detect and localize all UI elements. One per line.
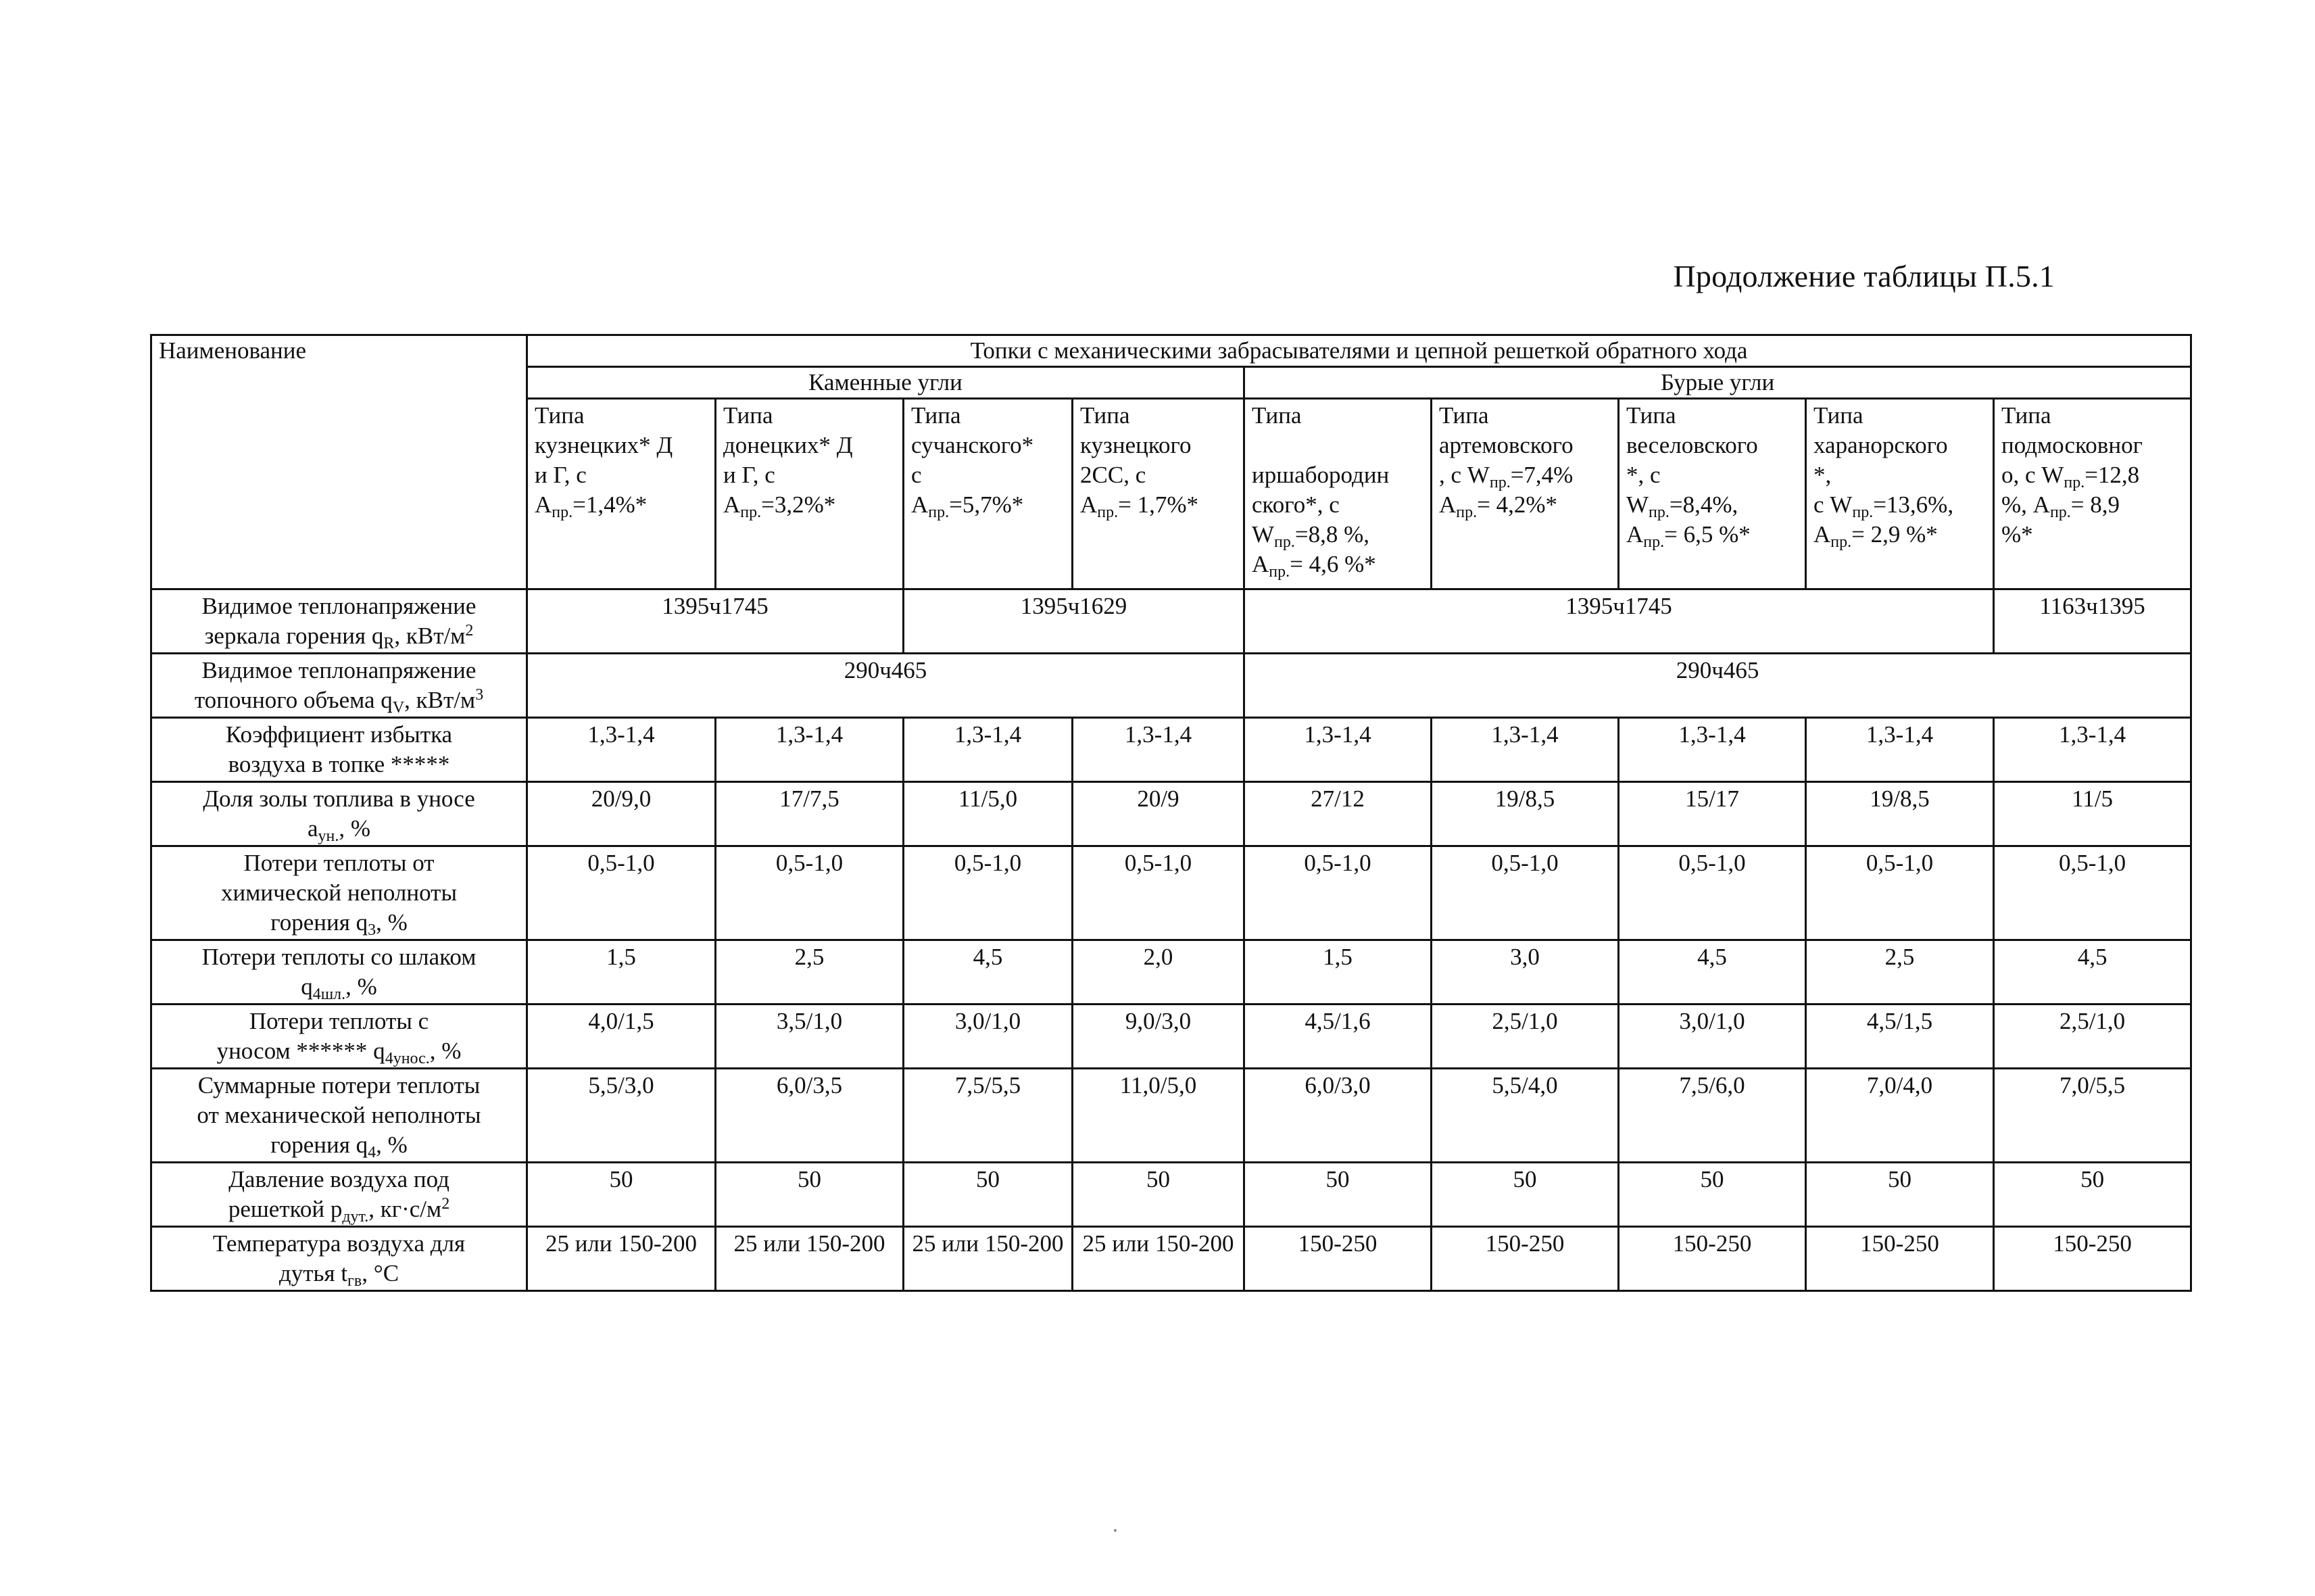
header-brown-coal: Бурые угли (1244, 367, 2191, 399)
fuel-type-cell: Типа сучанского* с $A_{пр.}=5,7\%*$ (904, 399, 1073, 589)
table-cell: 11/5 (1994, 782, 2191, 846)
table-cell: 1395ч1745 (1244, 589, 1994, 654)
table-cell: 3,5/1,0 (716, 1005, 904, 1069)
table-cell: 3,0/1,0 (904, 1005, 1073, 1069)
row-name: Давление воздуха под решеткой $p_{дут.}$, $кг\cdot с/м^2$ (151, 1163, 527, 1227)
table-row (151, 782, 2191, 846)
table-cell: 20/9,0 (527, 782, 716, 846)
table-cell: 25 или 150-200 (904, 1227, 1073, 1291)
fuel-type-cell: Типа артемовского , с $W_{пр.}=7,4\%$ $A_{пр.}= 4,2\%*$ (1432, 399, 1619, 589)
table-cell: 50 (1619, 1163, 1806, 1227)
table-cell: 1,5 (1244, 940, 1432, 1005)
table-cell: 50 (527, 1163, 716, 1227)
table-cell: 1,3-1,4 (1432, 718, 1619, 782)
table-cell: 4,5/1,5 (1806, 1005, 1994, 1069)
table-cell: 1,3-1,4 (1806, 718, 1994, 782)
table-cell: 4,0/1,5 (527, 1005, 716, 1069)
table-cell: 1,3-1,4 (904, 718, 1073, 782)
table-cell: 1395ч1629 (904, 589, 1244, 654)
table-cell: 50 (1244, 1163, 1432, 1227)
table-cell: 20/9 (1073, 782, 1244, 846)
table-cell: 1,5 (527, 940, 716, 1005)
table-cell: 1,3-1,4 (1244, 718, 1432, 782)
table-cell: 0,5-1,0 (1244, 846, 1432, 940)
table-cell: 11,0/5,0 (1073, 1069, 1244, 1163)
row-name: Доля золы топлива в уносе $a_{ун.}$, % (151, 782, 527, 846)
table-cell: 0,5-1,0 (904, 846, 1073, 940)
table-cell: 4,5 (1994, 940, 2191, 1005)
table-cell: 50 (1806, 1163, 1994, 1227)
row-name: Потери теплоты с уносом ****** $q_{4унос.}$, % (151, 1005, 527, 1069)
table-cell: 0,5-1,0 (1994, 846, 2191, 940)
table-cell: 3,0 (1432, 940, 1619, 1005)
table-cell: 19/8,5 (1806, 782, 1994, 846)
scan-speck (1114, 1529, 1117, 1532)
table-cell: 0,5-1,0 (1432, 846, 1619, 940)
table-cell: 150-250 (1432, 1227, 1619, 1291)
header-name-cell (151, 335, 527, 589)
table-cell: 0,5-1,0 (1806, 846, 1994, 940)
row-name: Потери теплоты от химической неполноты горения $q_3$, % (151, 846, 527, 940)
row-name: Коэффициент избытка воздуха в топке ***** (151, 718, 527, 782)
header-hard-coal: Каменные угли (527, 367, 1244, 399)
fuel-type-cell: Типа веселовского *, с $W_{пр.}=8,4\%$, $A_{пр.}= 6,5$ %* (1619, 399, 1806, 589)
table-cell: 3,0/1,0 (1619, 1005, 1806, 1069)
table-cell: 4,5/1,6 (1244, 1005, 1432, 1069)
fuel-type-cell: Типа кузнецкого 2СС, с $A_{пр.}= 1,7\%*$ (1073, 399, 1244, 589)
table-cell: 2,5 (1806, 940, 1994, 1005)
fuel-type-cell: Типа харанорского *, с $W_{пр.}=13,6\%$, $A_{пр.}= 2,9$ %* (1806, 399, 1994, 589)
table-cell: 27/12 (1244, 782, 1432, 846)
table-row (151, 718, 2191, 782)
table-cell: 150-250 (1619, 1227, 1806, 1291)
table-row (151, 589, 2191, 654)
table-cell: 150-250 (1244, 1227, 1432, 1291)
table-cell: 4,5 (904, 940, 1073, 1005)
table-cell: 50 (904, 1163, 1073, 1227)
table-cell: 7,0/4,0 (1806, 1069, 1994, 1163)
table-cell: 25 или 150-200 (716, 1227, 904, 1291)
table-cell: 1395ч1745 (527, 589, 904, 654)
table-cell: 25 или 150-200 (527, 1227, 716, 1291)
table-row (151, 940, 2191, 1005)
row-name: Видимое теплонапряжение зеркала горения $q_R$, кВт/$м^2$ (151, 589, 527, 654)
fuel-type-cell: Типа донецких* Д и Г, с $A_{пр.}=3,2\%*$ (716, 399, 904, 589)
table-cell: 50 (1994, 1163, 2191, 1227)
table-cell: 1,3-1,4 (1073, 718, 1244, 782)
table-cell: 11/5,0 (904, 782, 1073, 846)
table-row (151, 654, 2191, 718)
table-cell: 25 или 150-200 (1073, 1227, 1244, 1291)
table-row (151, 846, 2191, 940)
row-name: Температура воздуха для дутья $t_{гв}$, °C (151, 1227, 527, 1291)
table-cell: 15/17 (1619, 782, 1806, 846)
row-name: Суммарные потери теплоты от механической неполноты горения $q_4$, % (151, 1069, 527, 1163)
table-row (151, 1005, 2191, 1069)
table-cell: 1163ч1395 (1994, 589, 2191, 654)
header-row-group (151, 335, 2191, 367)
table-cell: 2,5 (716, 940, 904, 1005)
row-name: Потери теплоты со шлаком $q_{4шл.}$, % (151, 940, 527, 1005)
header-group-title: Топки с механическими забрасывателями и цепной решеткой обратного хода (527, 335, 2191, 367)
table-cell: 9,0/3,0 (1073, 1005, 1244, 1069)
table-cell: 1,3-1,4 (716, 718, 904, 782)
table-cell: 1,3-1,4 (1994, 718, 2191, 782)
table-cell: 150-250 (1994, 1227, 2191, 1291)
header-name-label: Наименование (159, 337, 307, 364)
table-row (151, 1227, 2191, 1291)
table-cell: 2,5/1,0 (1994, 1005, 2191, 1069)
table-cell: 2,0 (1073, 940, 1244, 1005)
table-cell: 19/8,5 (1432, 782, 1619, 846)
fuel-furnace-table (150, 334, 2192, 1292)
table-cell: 50 (1432, 1163, 1619, 1227)
table-cell: 0,5-1,0 (1619, 846, 1806, 940)
table-cell: 2,5/1,0 (1432, 1005, 1619, 1069)
table-cell: 0,5-1,0 (527, 846, 716, 940)
table-cell: 17/7,5 (716, 782, 904, 846)
table-cell: 1,3-1,4 (527, 718, 716, 782)
table-cell: 4,5 (1619, 940, 1806, 1005)
table-cell: 6,0/3,0 (1244, 1069, 1432, 1163)
table-cell: 150-250 (1806, 1227, 1994, 1291)
table-cell: 7,5/5,5 (904, 1069, 1073, 1163)
fuel-type-cell: Типа подмосковног о, с $W_{пр.}=12,8$ %, $A_{пр.}= 8,9$ %* (1994, 399, 2191, 589)
table-cell: 0,5-1,0 (716, 846, 904, 940)
table-cell: 290ч465 (527, 654, 1244, 718)
table-cell: 6,0/3,5 (716, 1069, 904, 1163)
table-cell: 7,5/6,0 (1619, 1069, 1806, 1163)
table-row (151, 1163, 2191, 1227)
fuel-type-cell: Типа кузнецких* Д и Г, с $A_{пр.}=1,4\%*$ (527, 399, 716, 589)
table-row (151, 1069, 2191, 1163)
table-caption: Продолжение таблицы П.5.1 (1673, 259, 2055, 293)
table-cell: 0,5-1,0 (1073, 846, 1244, 940)
table-cell: 50 (716, 1163, 904, 1227)
table-cell: 7,0/5,5 (1994, 1069, 2191, 1163)
row-name: Видимое теплонапряжение топочного объема $q_V$, кВт/$м^3$ (151, 654, 527, 718)
table-cell: 5,5/3,0 (527, 1069, 716, 1163)
table-cell: 290ч465 (1244, 654, 2191, 718)
table-cell: 50 (1073, 1163, 1244, 1227)
fuel-type-cell: Типа иршабородин ского*, с $W_{пр.}=8,8$ %, $A_{пр.}= 4,6$ %* (1244, 399, 1432, 589)
table-cell: 5,5/4,0 (1432, 1069, 1619, 1163)
table-cell: 1,3-1,4 (1619, 718, 1806, 782)
